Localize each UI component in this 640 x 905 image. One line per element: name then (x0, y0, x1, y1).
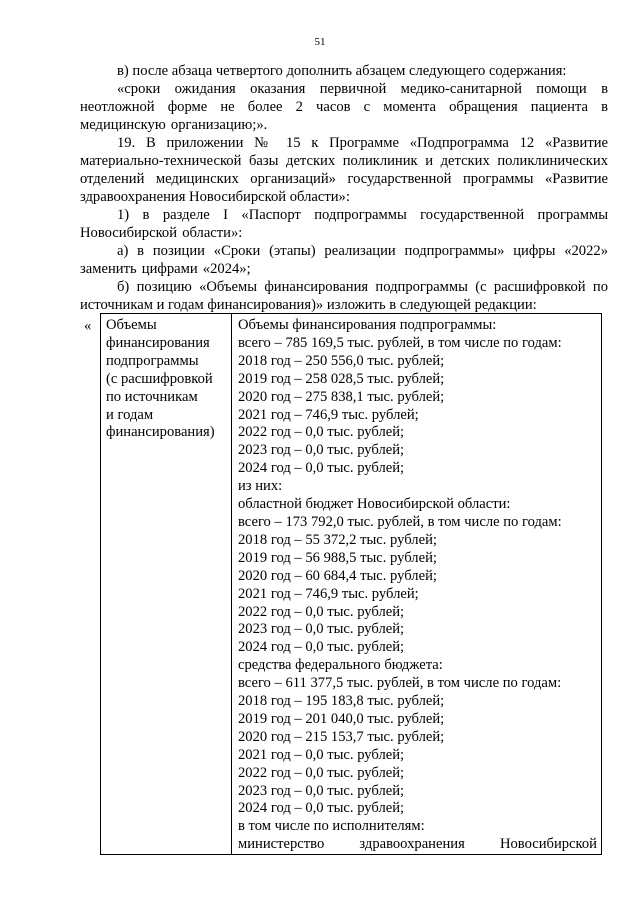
opening-quote-mark: « (84, 318, 92, 334)
label-line: (с расшифровкой (106, 370, 213, 387)
value-line: 2018 год – 250 556,0 тыс. рублей; (238, 352, 445, 369)
value-line: Объемы финансирования подпрограммы: (238, 317, 497, 333)
paragraph-section-1: 1) в разделе I «Паспорт подпрограммы государственной программы Новосибирской области»: (80, 207, 608, 241)
paragraph-item-b: б) позицию «Объемы финансирования подпрограммы (с расшифровкой по источникам и годам финансирования)» изложить в следующей редакции: (80, 279, 608, 313)
value-line: 2020 год – 60 684,4 тыс. рублей; (238, 567, 437, 584)
label-line: финансирования) (106, 424, 215, 441)
label-line: и годам (106, 406, 154, 423)
value-line: в том числе по исполнителям: (238, 818, 425, 835)
label-line: подпрограммы (106, 352, 199, 369)
paragraph-appendix-15: 19. В приложении № 15 к Программе «Подпрограмма 12 «Развитие материально-технической базы детских поликлиник и детских поликлинических отделений медицинских организаций» государственной программы «Развитие здравоохранения Новосибирской области»: (80, 135, 608, 205)
value-line: 2024 год – 0,0 тыс. рублей; (238, 800, 405, 817)
value-line: 2023 год – 0,0 тыс. рублей; (238, 782, 405, 799)
value-line: 2019 год – 201 040,0 тыс. рублей; (238, 710, 445, 727)
page-number: 51 (314, 36, 326, 48)
value-line: 2020 год – 275 838,1 тыс. рублей; (238, 388, 445, 405)
paragraph-item-a: а) в позиции «Сроки (этапы) реализации подпрограммы» цифры «2022» заменить цифрами «2024»; (80, 243, 608, 277)
table-row (101, 314, 602, 855)
label-line: по источникам (106, 388, 198, 405)
value-line: областной бюджет Новосибирской области: (238, 496, 511, 513)
value-line: 2018 год – 55 372,2 тыс. рублей; (238, 531, 437, 548)
value-word: министерство (238, 836, 325, 853)
value-line: 2021 год – 0,0 тыс. рублей; (238, 746, 405, 763)
value-line: 2022 год – 0,0 тыс. рублей; (238, 603, 405, 620)
value-word: Новосибирской (499, 836, 597, 853)
value-line: 2021 год – 746,9 тыс. рублей; (238, 585, 419, 602)
value-line: 2023 год – 0,0 тыс. рублей; (238, 442, 405, 459)
paragraph-waiting-time: «сроки ожидания оказания первичной медико-санитарной помощи в неотложной форме не более 2 часов с момента обращения пациента в медицинскую организацию;». (80, 81, 608, 133)
value-line: из них: (238, 478, 283, 495)
label-line: Объемы (106, 317, 157, 333)
value-line: всего – 785 169,5 тыс. рублей, в том числе по годам: (238, 334, 562, 351)
value-word: здравоохранения (359, 836, 465, 853)
table-cell-values (232, 314, 602, 855)
value-line: всего – 173 792,0 тыс. рублей, в том числе по годам: (238, 513, 562, 530)
financing-table (100, 313, 602, 855)
value-line: 2022 год – 0,0 тыс. рублей; (238, 424, 405, 441)
paragraph-amendment-v: в) после абзаца четвертого дополнить абзацем следующего содержания: (117, 63, 567, 79)
value-line: 2019 год – 56 988,5 тыс. рублей; (238, 549, 437, 566)
value-line: 2022 год – 0,0 тыс. рублей; (238, 764, 405, 781)
value-line: 2023 год – 0,0 тыс. рублей; (238, 621, 405, 638)
value-line: 2018 год – 195 183,8 тыс. рублей; (238, 693, 445, 710)
value-line: 2020 год – 215 153,7 тыс. рублей; (238, 728, 445, 745)
value-line: 2024 год – 0,0 тыс. рублей; (238, 639, 405, 656)
value-line: всего – 611 377,5 тыс. рублей, в том числе по годам: (238, 675, 562, 692)
value-line-last (238, 836, 597, 854)
table-cell-label (101, 314, 232, 855)
value-line: 2021 год – 746,9 тыс. рублей; (238, 406, 419, 423)
label-line: финансирования (106, 334, 210, 351)
value-line: 2024 год – 0,0 тыс. рублей; (238, 460, 405, 477)
value-line: средства федерального бюджета: (238, 657, 443, 674)
value-line: 2019 год – 258 028,5 тыс. рублей; (238, 370, 445, 387)
body-text (80, 62, 608, 314)
